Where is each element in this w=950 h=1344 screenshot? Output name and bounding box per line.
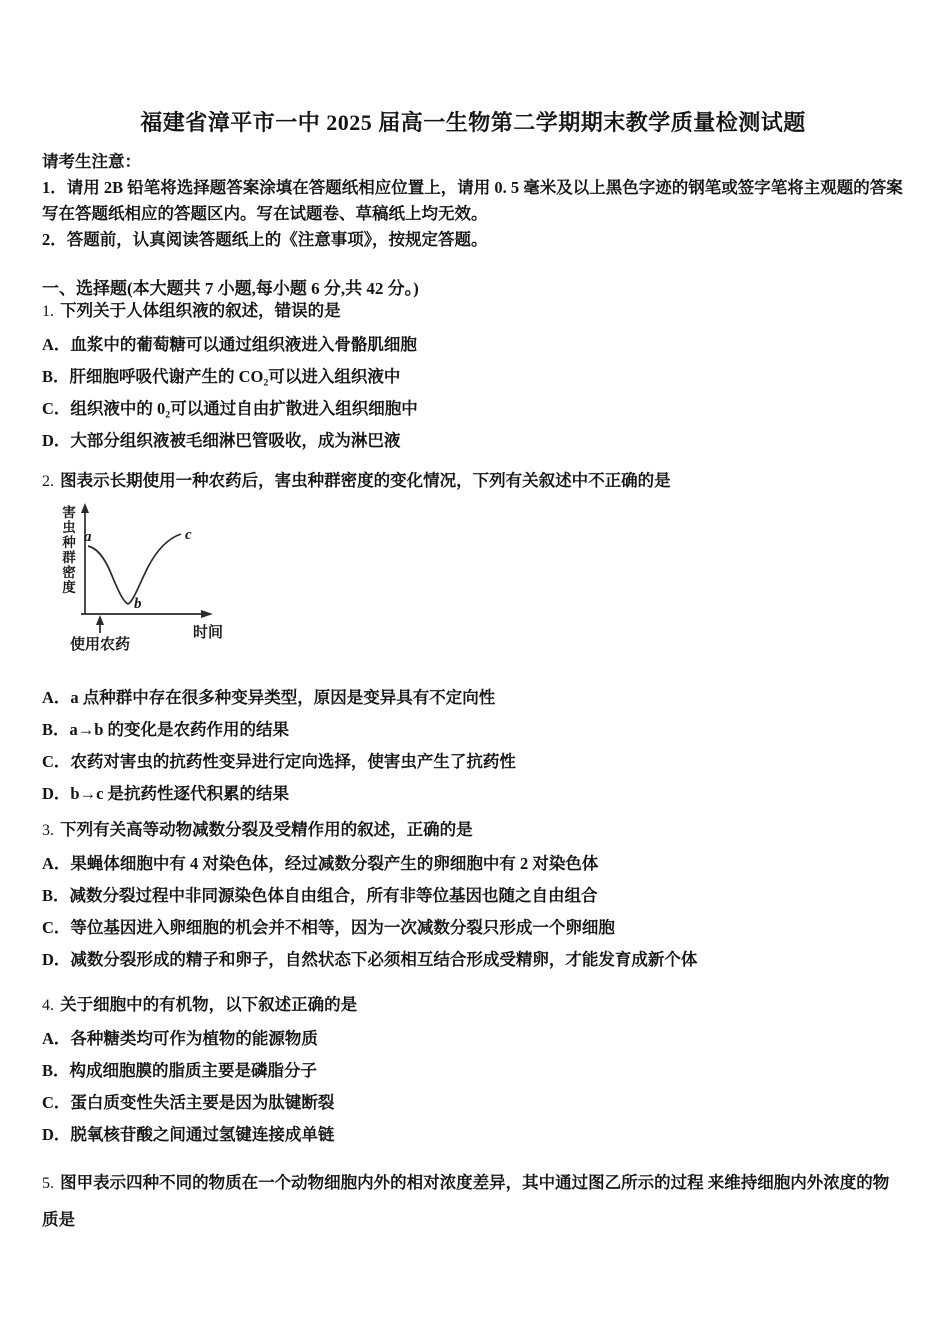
question-3-option-d: D．减数分裂形成的精子和卵子，自然状态下必须相互结合形成受精卵，才能发育成新个体 <box>42 950 698 969</box>
question-5-stem <box>42 1165 904 1238</box>
pesticide-arrow-icon <box>96 615 104 625</box>
question-2-option-c: C．农药对害虫的抗药性变异进行定向选择，使害虫产生了抗药性 <box>42 752 516 771</box>
question-1-option-c: C．组织液中的 0₂可以通过自由扩散进入组织细胞中 <box>42 399 418 418</box>
page-title: 福建省漳平市一中 2025 届高一生物第二学期期末教学质量检测试题 <box>140 110 806 135</box>
point-label-c: c <box>185 527 192 543</box>
question-3 <box>42 819 904 970</box>
pest-density-curve <box>88 534 181 604</box>
question-3-number: 3. <box>42 822 54 839</box>
question-2-stem <box>42 470 904 493</box>
question-1-number: 1. <box>42 303 54 320</box>
question-1-option-d: D．大部分组织液被毛细淋巴管吸收，成为淋巴液 <box>42 431 401 450</box>
point-label-a: a <box>84 529 92 545</box>
question-2-option-d: D．b→c 是抗药性逐代积累的结果 <box>42 784 290 803</box>
question-4-option-b: B．构成细胞膜的脂质主要是磷脂分子 <box>42 1061 318 1080</box>
question-2 <box>42 470 904 804</box>
figure-x-axis-label: 时间 <box>193 625 224 641</box>
question-2-option-a: A．a 点种群中存在很多种变异类型，原因是变异具有不定向性 <box>42 688 496 707</box>
question-1-options <box>42 334 904 451</box>
question-2-text: 图表示长期使用一种农药后，害虫种群密度的变化情况，下列有关叙述中不正确的是 <box>60 471 671 490</box>
notice-item-2: 2．答题前，认真阅读答题纸上的《注意事项》，按规定答题。 <box>42 230 488 249</box>
question-4-options <box>42 1028 904 1145</box>
question-1 <box>42 300 904 451</box>
question-3-stem <box>42 819 904 842</box>
question-3-text: 下列有关高等动物减数分裂及受精作用的叙述，正确的是 <box>60 820 473 839</box>
figure-y-axis-label: 害虫种群密度 <box>60 505 75 595</box>
pesticide-annotation-label: 使用农药 <box>70 637 131 653</box>
question-2-options <box>42 687 904 804</box>
question-2-figure <box>55 501 335 653</box>
x-axis-arrow-icon <box>201 610 213 618</box>
notice-heading: 请考生注意： <box>42 152 141 171</box>
question-5 <box>42 1165 904 1238</box>
question-3-option-b: B．减数分裂过程中非同源染色体自由组合，所有非等位基因也随之自由组合 <box>42 886 598 905</box>
question-4-stem <box>42 994 904 1017</box>
pest-density-chart <box>55 501 335 653</box>
question-2-number: 2. <box>42 473 54 490</box>
question-4-text: 关于细胞中的有机物，以下叙述正确的是 <box>60 995 358 1014</box>
question-5-number: 5. <box>42 1175 54 1192</box>
section-heading-choice: 一、选择题(本大题共 7 小题,每小题 6 分,共 42 分。) <box>42 279 419 298</box>
question-4 <box>42 994 904 1145</box>
question-4-option-c: C．蛋白质变性失活主要是因为肽键断裂 <box>42 1093 335 1112</box>
question-4-option-a: A．各种糖类均可作为植物的能源物质 <box>42 1029 318 1048</box>
question-1-text: 下列关于人体组织液的叙述，错误的是 <box>60 301 341 320</box>
question-3-options <box>42 853 904 970</box>
question-4-option-d: D．脱氧核苷酸之间通过氢键连接成单链 <box>42 1125 335 1144</box>
question-3-option-c: C．等位基因进入卵细胞的机会并不相等，因为一次减数分裂只形成一个卵细胞 <box>42 918 615 937</box>
question-1-option-b: B．肝细胞呼吸代谢产生的 CO₂可以进入组织液中 <box>42 367 401 386</box>
question-1-stem <box>42 300 904 323</box>
question-3-option-a: A．果蝇体细胞中有 4 对染色体，经过减数分裂产生的卵细胞中有 2 对染色体 <box>42 854 599 873</box>
question-4-number: 4. <box>42 997 54 1014</box>
question-2-option-b: B．a→b 的变化是农药作用的结果 <box>42 720 290 739</box>
question-5-text: 图甲表示四种不同的物质在一个动物细胞内外的相对浓度差异，其中通过图乙所示的过程 来维持细胞内外浓度的物质是 <box>42 1173 890 1229</box>
point-label-b: b <box>134 596 142 612</box>
y-axis-arrow-icon <box>81 503 89 513</box>
notice-item-1: 1．请用 2B 铅笔将选择题答案涂填在答题纸相应位置上，请用 0. 5 毫米及以上黑色字迹的钢笔或签字笔将主观题的答案写在答题纸相应的答题区内。写在试题卷、草稿纸上均无效。 <box>42 178 903 223</box>
question-1-option-a: A．血浆中的葡萄糖可以通过组织液进入骨骼肌细胞 <box>42 335 417 354</box>
